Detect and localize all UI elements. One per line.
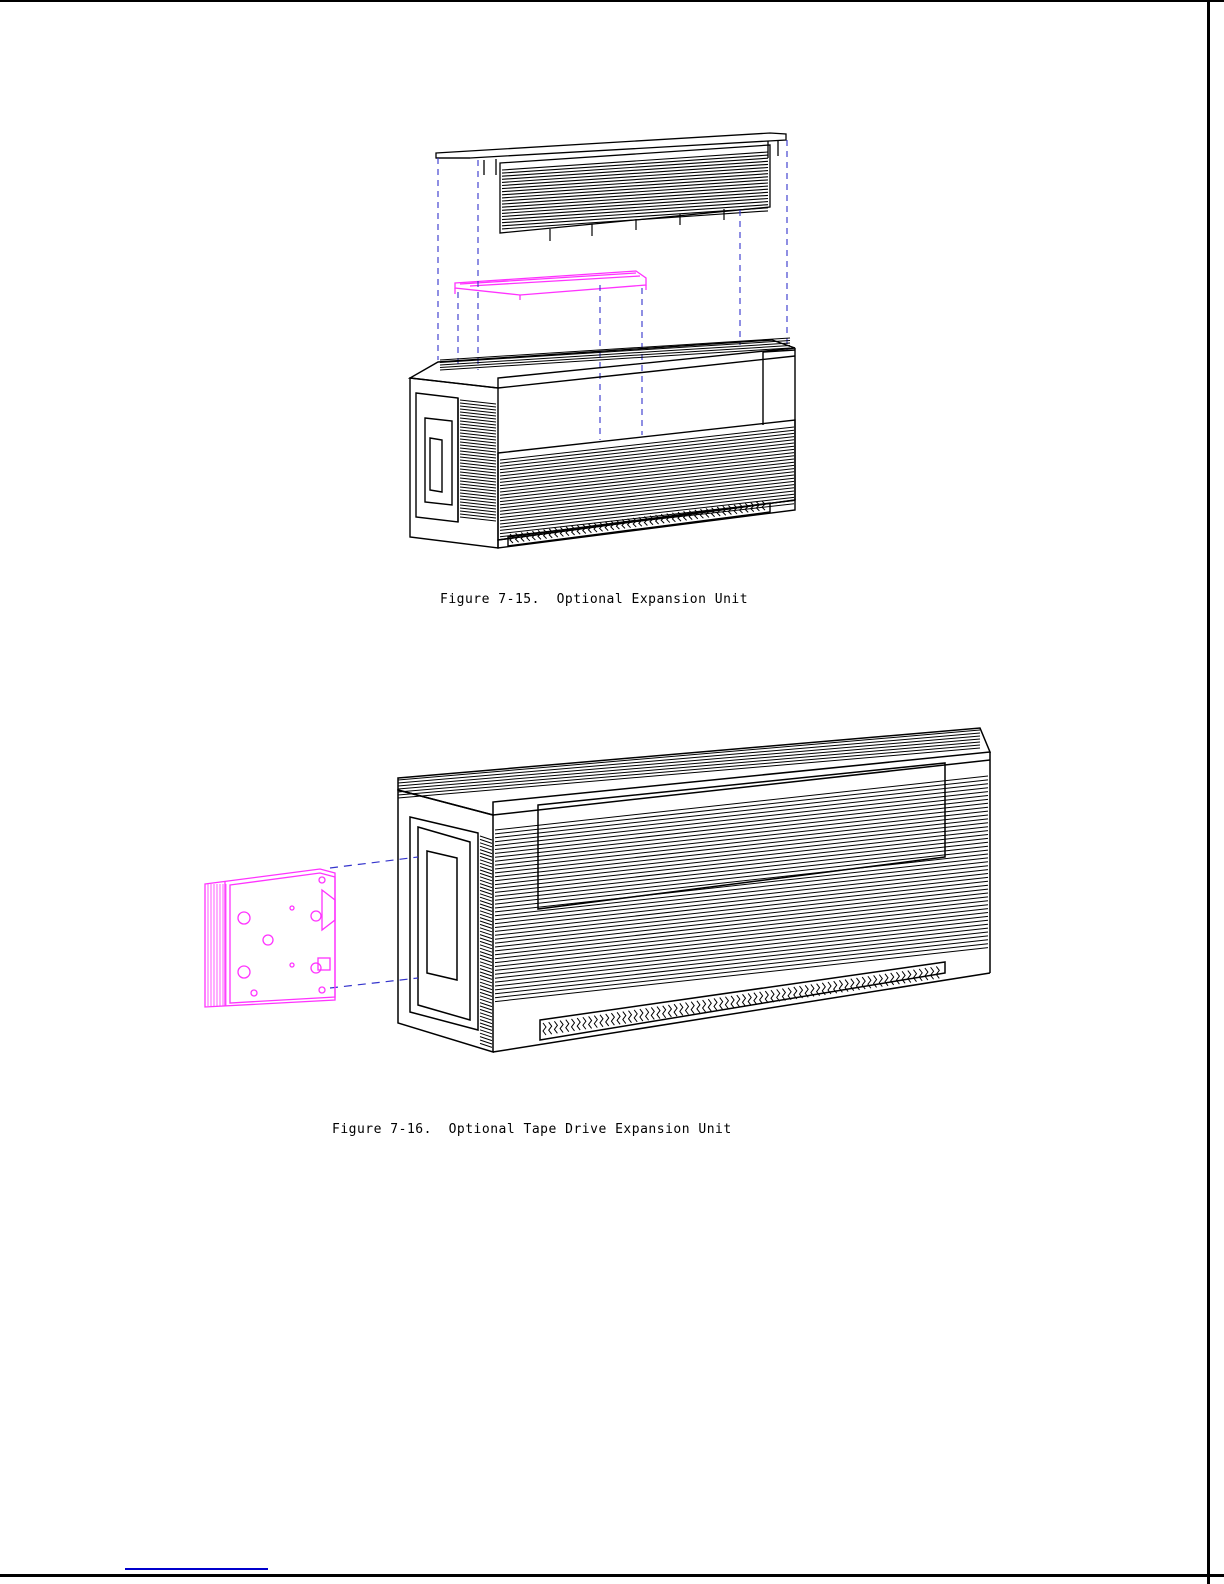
tape-unit-side-fins-line bbox=[480, 945, 492, 949]
vent-slot bbox=[572, 1019, 575, 1031]
tape-unit-side-fins-line bbox=[480, 975, 492, 979]
vent-slot bbox=[583, 1017, 586, 1029]
tape-unit-side-fins-line bbox=[480, 856, 492, 860]
vent-slot bbox=[737, 995, 740, 1007]
vent-slot bbox=[680, 1003, 683, 1015]
tape-unit-fins-line bbox=[495, 838, 988, 892]
tape-unit-fins-line bbox=[495, 858, 988, 912]
tape-unit-side-fins-line bbox=[480, 897, 492, 901]
tape-unit-side-fins-line bbox=[480, 836, 492, 840]
tape-unit-fins-line bbox=[495, 889, 988, 943]
tape-unit-fins-line bbox=[495, 881, 988, 935]
tape-unit-fins-line bbox=[495, 823, 988, 877]
tape-unit-side-fins-line bbox=[480, 904, 492, 908]
tape-unit-side-fins-line bbox=[480, 999, 492, 1003]
tape-unit-side-fins-line bbox=[480, 1020, 492, 1024]
tape-unit-fins bbox=[495, 776, 988, 1002]
tape-unit-side-fins-line bbox=[480, 986, 492, 990]
tape-unit-side-fins-line bbox=[480, 958, 492, 962]
vent-slot bbox=[765, 991, 768, 1003]
tape-unit-fins-line bbox=[495, 811, 988, 865]
vent-slot bbox=[686, 1003, 689, 1015]
vent-slot bbox=[720, 998, 723, 1010]
tape-unit-fins-line bbox=[495, 854, 988, 908]
tape-unit-fins-line bbox=[495, 866, 988, 920]
tape-unit-side-fins-line bbox=[480, 911, 492, 915]
tape-unit-side-fins-line bbox=[480, 1016, 492, 1020]
tape-unit-side-fins-line bbox=[480, 948, 492, 952]
tape-unit-fins-line bbox=[495, 792, 988, 846]
vent-slot bbox=[577, 1018, 580, 1030]
tape-unit-side-fins-line bbox=[480, 1037, 492, 1041]
tape-unit-side-fins-line bbox=[480, 907, 492, 911]
tape-unit-side-fins-line bbox=[480, 969, 492, 973]
vent-slot bbox=[771, 990, 774, 1002]
tape-unit-side-fins-line bbox=[480, 996, 492, 1000]
vent-slot bbox=[651, 1007, 654, 1019]
vent-slot bbox=[714, 998, 717, 1010]
tape-unit-fins-line bbox=[495, 819, 988, 873]
vent-slot bbox=[668, 1005, 671, 1017]
tape-unit-side-fins-line bbox=[480, 938, 492, 942]
tape-unit-side-fins-line bbox=[480, 839, 492, 843]
vent-slot bbox=[594, 1016, 597, 1028]
vent-slot bbox=[703, 1000, 706, 1012]
tape-unit-fins-line bbox=[495, 796, 988, 850]
vent-slot bbox=[554, 1021, 557, 1033]
vent-slot bbox=[629, 1011, 632, 1023]
tape-drive bbox=[205, 869, 335, 1007]
tape-unit-top-rail-line bbox=[398, 739, 980, 789]
tape-unit-side-fins-line bbox=[480, 860, 492, 864]
tape-unit-side-fins-line bbox=[480, 870, 492, 874]
tape-unit-side-fins-line bbox=[480, 921, 492, 925]
vent-slot bbox=[640, 1009, 643, 1021]
tape-unit-side-fins-line bbox=[480, 952, 492, 956]
tape-unit-side-fins-line bbox=[480, 924, 492, 928]
tape-unit-fins-line bbox=[495, 803, 988, 857]
vent-slot bbox=[543, 1023, 546, 1035]
tape-unit-fins-line bbox=[495, 913, 988, 967]
tape-unit-fins-line bbox=[495, 850, 988, 904]
tape-unit-side-fins-line bbox=[480, 890, 492, 894]
vent-slot bbox=[908, 971, 911, 983]
vent-slot bbox=[549, 1022, 552, 1034]
vent-slot bbox=[885, 974, 888, 986]
tape-unit-fins-line bbox=[495, 909, 988, 963]
tape-unit-side-fins-line bbox=[480, 1006, 492, 1010]
tape-unit-side-fins-line bbox=[480, 853, 492, 857]
tape-unit-side-fins-line bbox=[480, 863, 492, 867]
tape-unit-fins-line bbox=[495, 846, 988, 900]
vent-slot bbox=[623, 1012, 626, 1024]
tape-unit-side-fins-line bbox=[480, 928, 492, 932]
tape-unit-fins-line bbox=[495, 893, 988, 947]
tape-unit-fins-line bbox=[495, 788, 988, 842]
tape-unit-fins-line bbox=[495, 936, 988, 990]
vent-slot bbox=[879, 975, 882, 987]
tape-unit-side-fins-line bbox=[480, 1009, 492, 1013]
vent-slot bbox=[754, 993, 757, 1005]
tape-unit-side-fins-line bbox=[480, 965, 492, 969]
vent-slot bbox=[634, 1010, 637, 1022]
vent-slot bbox=[743, 994, 746, 1006]
tape-unit-side-fins-line bbox=[480, 918, 492, 922]
vent-slot bbox=[868, 976, 871, 988]
vent-slot bbox=[760, 992, 763, 1004]
tape-unit-fins-line bbox=[495, 870, 988, 924]
tape-unit-side-fins-line bbox=[480, 884, 492, 888]
tape-unit-fins-line bbox=[495, 948, 988, 1002]
tape-unit-side-fins-line bbox=[480, 989, 492, 993]
figure-7-15-caption: Figure 7-15. Optional Expansion Unit bbox=[440, 592, 749, 607]
tape-unit-side-fins-line bbox=[480, 887, 492, 891]
vent-slot bbox=[919, 969, 922, 981]
tape-unit-side-fins-line bbox=[480, 1033, 492, 1037]
tape-unit-side-fins-line bbox=[480, 982, 492, 986]
vent-slot bbox=[925, 968, 928, 980]
vent-slot bbox=[589, 1016, 592, 1028]
tape-unit-side-fins-line bbox=[480, 1013, 492, 1017]
tape-unit-side-fins-line bbox=[480, 992, 492, 996]
tape-unit-fins-line bbox=[495, 842, 988, 896]
tape-unit-fins-line bbox=[495, 885, 988, 939]
tape-unit-side-fins-line bbox=[480, 867, 492, 871]
tape-drive-guides bbox=[330, 857, 418, 988]
vent-slot bbox=[646, 1008, 649, 1020]
vent-slot bbox=[606, 1014, 609, 1026]
tape-unit-top-rail-line bbox=[398, 733, 980, 783]
tape-unit-top-rail-line bbox=[398, 742, 980, 792]
tape-unit-side-fins-line bbox=[480, 901, 492, 905]
tape-unit-side-fins bbox=[480, 836, 492, 1047]
tape-unit-side-fins-line bbox=[480, 894, 492, 898]
vent-slot bbox=[896, 972, 899, 984]
vent-slot bbox=[674, 1004, 677, 1016]
tape-unit-fins-line bbox=[495, 807, 988, 861]
vent-slot bbox=[708, 999, 711, 1011]
vent-slot bbox=[731, 996, 734, 1008]
tape-unit-side-fins-line bbox=[480, 962, 492, 966]
tape-unit-side-fins-line bbox=[480, 1040, 492, 1044]
tape-drive-stack-lines bbox=[208, 884, 226, 1006]
vent-slot bbox=[691, 1002, 694, 1014]
tape-unit-fins-line bbox=[495, 831, 988, 885]
vent-slot bbox=[748, 993, 751, 1005]
tape-unit-side-fins-line bbox=[480, 1003, 492, 1007]
vent-slot bbox=[902, 971, 905, 983]
vent-slot bbox=[777, 989, 780, 1001]
tape-unit-side-fins-line bbox=[480, 877, 492, 881]
vent-slot bbox=[874, 975, 877, 987]
tape-unit-top-rail bbox=[398, 730, 980, 798]
tape-unit-fins-line bbox=[495, 799, 988, 853]
vent-slot bbox=[617, 1012, 620, 1024]
tape-unit-side-fins-line bbox=[480, 1043, 492, 1047]
vent-slot bbox=[566, 1020, 569, 1032]
vent-slot bbox=[657, 1007, 660, 1019]
vent-slot bbox=[697, 1001, 700, 1013]
vent-slot bbox=[663, 1006, 666, 1018]
tape-unit-fins-line bbox=[495, 784, 988, 838]
vent-slot bbox=[891, 973, 894, 985]
tape-unit-top-rail-line bbox=[398, 736, 980, 786]
tape-unit-side-fins-line bbox=[480, 843, 492, 847]
vent-slot bbox=[611, 1013, 614, 1025]
figure-7-16-caption: Figure 7-16. Optional Tape Drive Expansion Unit bbox=[332, 1122, 732, 1137]
tape-unit-side-fins-line bbox=[480, 846, 492, 850]
tape-unit-fins-line bbox=[495, 874, 988, 928]
tape-unit-side-fins-line bbox=[480, 979, 492, 983]
vent-slot bbox=[560, 1021, 563, 1033]
tape-unit-side-fins-line bbox=[480, 931, 492, 935]
tape-unit-fins-line bbox=[495, 901, 988, 955]
tape-unit-side-fins-line bbox=[480, 1023, 492, 1027]
tape-unit-side-fins-line bbox=[480, 972, 492, 976]
vent-slot bbox=[600, 1015, 603, 1027]
tape-unit-side-fins-line bbox=[480, 1030, 492, 1034]
tape-unit-side-fins-line bbox=[480, 873, 492, 877]
vent-slot bbox=[936, 966, 939, 978]
tape-unit-side-fins-line bbox=[480, 935, 492, 939]
tape-unit-side-fins-line bbox=[480, 850, 492, 854]
tape-unit-vent-zigzag bbox=[543, 966, 939, 1035]
tape-unit-side-fins-line bbox=[480, 1026, 492, 1030]
tape-unit-fins-line bbox=[495, 916, 988, 970]
vent-slot bbox=[931, 967, 934, 979]
tape-unit-fins-line bbox=[495, 827, 988, 881]
tape-unit-fins-line bbox=[495, 928, 988, 982]
tape-unit-side-fins-line bbox=[480, 941, 492, 945]
tape-unit-side-fins-line bbox=[480, 955, 492, 959]
tape-unit-fins-line bbox=[495, 862, 988, 916]
vent-slot bbox=[725, 997, 728, 1009]
tape-unit-side-fins-line bbox=[480, 914, 492, 918]
tape-unit-fins-line bbox=[495, 905, 988, 959]
vent-slot bbox=[914, 970, 917, 982]
tape-unit-side-fins-line bbox=[480, 880, 492, 884]
